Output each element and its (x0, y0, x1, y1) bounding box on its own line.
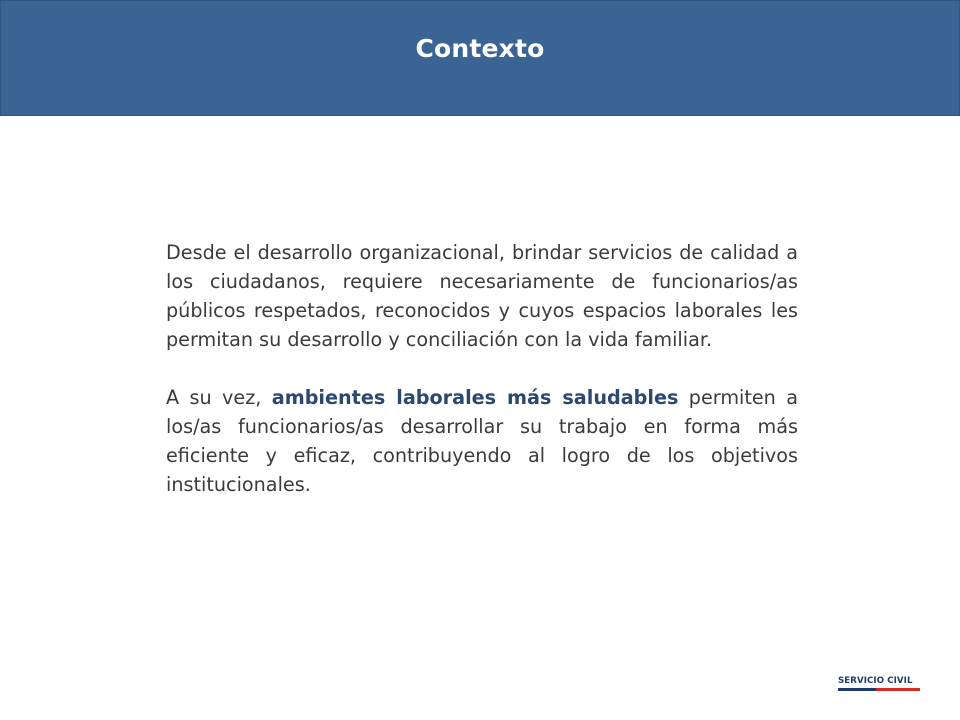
paragraph-2 (166, 383, 798, 499)
paragraph-2-rest: permiten a los/as funcionarios/as desarrollar su trabajo en forma más eficiente y eficaz, contribuyendo al logro de los objetivos institucionales. (166, 386, 798, 496)
paragraph-2-emphasis: ambientes laborales más saludables (271, 386, 679, 409)
servicio-civil-logo (838, 676, 920, 691)
paragraph-2-lead: A su vez, (166, 386, 272, 409)
header-banner (0, 0, 960, 116)
logo-bar-blue (838, 688, 876, 691)
logo-text: SERVICIO CIVIL (838, 676, 913, 686)
paragraph-1: Desde el desarrollo organizacional, brindar servicios de calidad a los ciudadanos, requiere necesariamente de funcionarios/as públicos respetados, reconocidos y cuyos espacios laborales les permitan su desarrollo y conciliación con la vida familiar. (166, 241, 798, 351)
slide-title: Contexto (415, 34, 545, 63)
logo-bar-red (876, 688, 920, 691)
logo-color-bar (838, 688, 920, 691)
slide-content (166, 238, 798, 499)
